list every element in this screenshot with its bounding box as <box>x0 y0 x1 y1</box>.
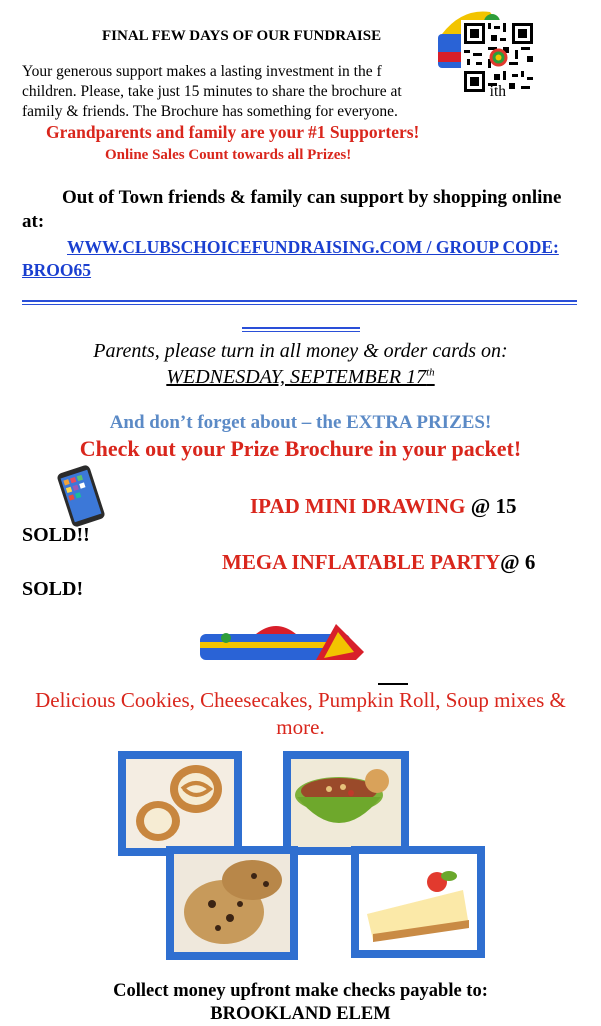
intro-line-2-tail: ith <box>489 83 507 100</box>
soup-mix-photo <box>283 751 409 855</box>
turn-in-instructions: Parents, please turn in all money & order cards on: <box>93 340 508 362</box>
online-sales-note: Online Sales Count towards all Prizes! <box>105 147 352 163</box>
ipad-prize-count: @ 15 <box>470 494 517 518</box>
products-text: Delicious Cookies, Cheesecakes, Pumpkin Roll, Soup mixes & more. <box>35 688 566 739</box>
check-brochure-heading: Check out your Prize Brochure in your packet! <box>79 436 522 461</box>
ipad-prize-name: IPAD MINI DRAWING <box>250 494 466 518</box>
payee-name: BROOKLAND ELEM <box>210 1004 391 1024</box>
footer <box>0 980 601 1026</box>
inflatable-prize-name: MEGA INFLATABLE PARTY <box>222 550 501 574</box>
out-of-town-label: Out of Town friends & family can support by shopping online at: <box>22 187 562 232</box>
out-of-town-text <box>22 186 582 234</box>
intro-line-2 <box>22 82 582 102</box>
divider-short <box>242 331 360 332</box>
intro-line-3: family & friends. The Brochure has something for everyone. <box>22 103 398 120</box>
divider <box>22 300 577 302</box>
website-link-text[interactable]: WWW.CLUBSCHOICEFUNDRAISING.COM / GROUP CODE: BROO65 <box>22 237 559 280</box>
payment-instructions: Collect money upfront make checks payable to: <box>113 981 488 1001</box>
ipad-prize <box>250 494 517 519</box>
inflatable-sold-status: SOLD! <box>22 578 84 600</box>
extra-prizes-heading: And don’t forget about – the EXTRA PRIZES! <box>109 412 492 433</box>
cookie-icon <box>174 854 290 952</box>
intro-line-2-text: children. Please, take just 15 minutes to share the brochure at <box>22 83 402 100</box>
intro-line-1: Your generous support makes a lasting investment in the f <box>22 63 382 80</box>
ipad-icon <box>52 462 110 530</box>
flyer-title: FINAL FEW DAYS OF OUR FUNDRAISE <box>102 28 382 44</box>
cheesecake-icon <box>359 854 477 950</box>
pumpkin-roll-photo <box>118 751 242 856</box>
inflatable-prize <box>222 550 535 575</box>
cheesecake-photo <box>351 846 485 958</box>
turn-in-date-text: WEDNESDAY, SEPTEMBER 17 <box>166 366 427 388</box>
inflatable-prize-count: @ 6 <box>500 550 536 574</box>
date-suffix: th <box>426 366 435 379</box>
small-divider <box>378 683 408 685</box>
soup-bowl-icon <box>291 759 401 847</box>
divider-short <box>242 327 360 329</box>
pumpkin-roll-icon <box>126 759 234 848</box>
intro-paragraph <box>22 62 582 122</box>
website-link[interactable] <box>22 236 582 282</box>
divider <box>22 304 577 305</box>
inflatable-course-icon <box>196 618 368 668</box>
supporters-heading: Grandparents and family are your #1 Supporters! <box>46 122 420 142</box>
ipad-sold-status: SOLD!! <box>22 524 90 546</box>
cookies-photo <box>166 846 298 960</box>
turn-in-date <box>0 366 601 389</box>
